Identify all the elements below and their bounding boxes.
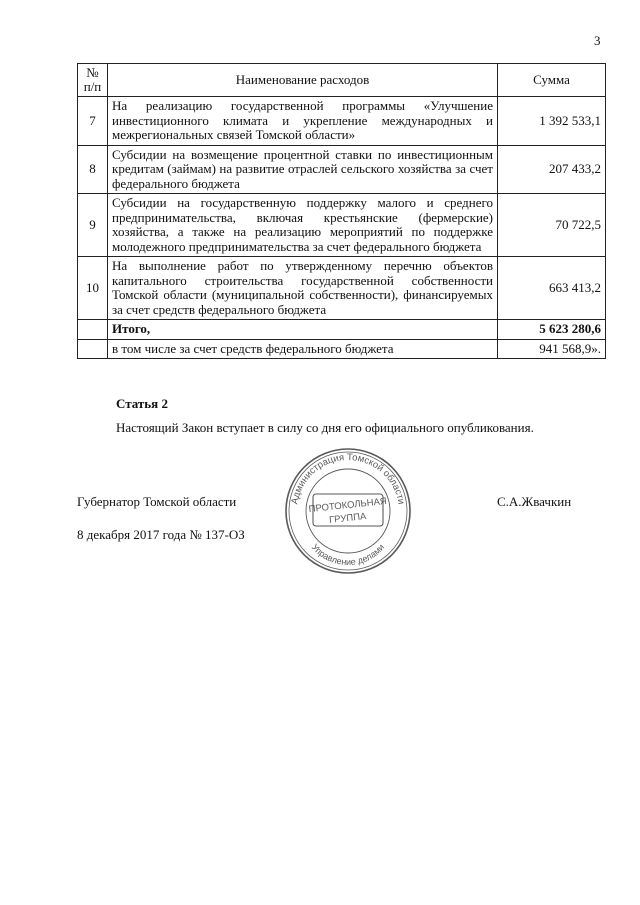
- row-sum: 663 413,2: [498, 257, 606, 320]
- row-number: 10: [78, 257, 108, 320]
- stamp-outer-top-text: Администрация Томской области: [289, 451, 407, 506]
- table-row: [78, 194, 606, 257]
- header-name: Наименование расходов: [108, 64, 498, 97]
- law-date: 8 декабря 2017 года № 137-ОЗ: [77, 527, 245, 542]
- row-number: 7: [78, 97, 108, 146]
- row-name: На выполнение работ по утвержденному перечню объектов капитального строительства государственной собственности Томской области (муниципальной собственности), финансируемых за счет средств федерального бюджета: [108, 257, 498, 320]
- row-sum: 1 392 533,1: [498, 97, 606, 146]
- governor-title: Губернатор Томской области: [77, 494, 237, 509]
- article-text: Настоящий Закон вступает в силу со дня его официального опубликования.: [116, 420, 534, 435]
- table-header-row: [78, 64, 606, 97]
- row-name: Субсидии на возмещение процентной ставки по инвестиционным кредитам (займам) на развитие отраслей сельского хозяйства за счет федерального бюджета: [108, 145, 498, 194]
- total-label: Итого,: [108, 320, 498, 340]
- header-number-line1: №: [86, 65, 99, 80]
- federal-sum: 941 568,9».: [498, 339, 606, 359]
- total-sum: 5 623 280,6: [498, 320, 606, 340]
- federal-row: [78, 339, 606, 359]
- row-number: 9: [78, 194, 108, 257]
- federal-number-cell: [78, 339, 108, 359]
- stamp-inner-line1: ПРОТОКОЛЬНАЯ: [308, 495, 388, 516]
- total-row: [78, 320, 606, 340]
- header-sum: Сумма: [498, 64, 606, 97]
- row-sum: 207 433,2: [498, 145, 606, 194]
- row-sum: 70 722,5: [498, 194, 606, 257]
- stamp-inner-line2: ГРУППА: [328, 511, 367, 526]
- governor-name: С.А.Жвачкин: [497, 494, 572, 509]
- federal-label: в том числе за счет средств федерального бюджета: [108, 339, 498, 359]
- header-number-line2: п/п: [83, 79, 102, 94]
- expenses-table: [77, 63, 606, 359]
- table-row: [78, 145, 606, 194]
- page-number: 3: [594, 33, 601, 48]
- row-name: Субсидии на государственную поддержку малого и среднего предпринимательства, включая крестьянские (фермерские) хозяйства, а также на реализацию мероприятий по поддержке молодежного предпринимательства за счет федерального бюджета: [108, 194, 498, 257]
- stamp-outer-bottom-text: Управление делами: [309, 542, 387, 568]
- row-name: На реализацию государственной программы «Улучшение инвестиционного климата и укрепление международных и межрегиональных связей Томской области»: [108, 97, 498, 146]
- article-title: Статья 2: [116, 396, 168, 411]
- header-number: [78, 64, 108, 97]
- official-stamp: [283, 446, 413, 576]
- table-row: [78, 257, 606, 320]
- table-row: [78, 97, 606, 146]
- total-number-cell: [78, 320, 108, 340]
- row-number: 8: [78, 145, 108, 194]
